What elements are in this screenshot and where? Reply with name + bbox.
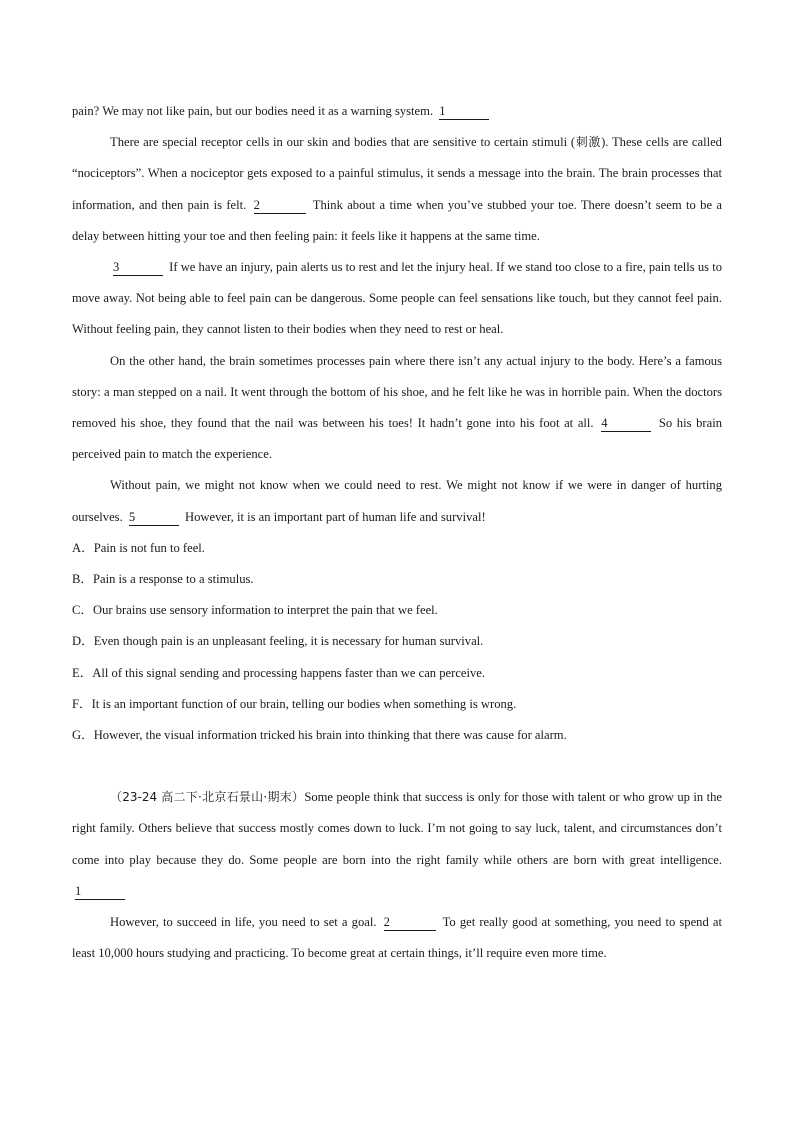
paragraph-0 [72,96,722,127]
answer-blank-2-2[interactable]: 2 [384,914,436,931]
paragraph-text: There are special receptor cells in our skin and bodies that are sensitive to certain stimuli ( [110,135,576,150]
paragraph-text: Think about a time when you’ve stubbed your toe. There doesn’t seem to be a delay between hitting your toe and then feeling pain: it feels like it happens at the same time. [72,197,722,243]
paragraph-3 [72,346,722,471]
answer-blank-2-1[interactable]: 1 [75,883,125,900]
paragraph-text: Some people think that success is only for those with talent or who grow up in the right family. Others believe that success mostly comes down to luck. I’m not going to say luck, talent, and circumstances don’t come into play because they do. Some people are born into the right family while others are born with great intelligence. [72,790,722,867]
option-text: All of this signal sending and processing happens faster than we can perceive. [92,665,486,680]
answer-blank-1[interactable]: 1 [439,103,489,120]
question-source: （23-24 高二下·北京石景山·期末） [110,790,305,805]
paragraph-text: Without pain, we might not know when we could need to rest. We might not know if we were in danger of hurting ourselves. [72,478,722,524]
option-a [72,533,722,564]
option-letter: D． [72,634,94,649]
option-text: It is an important function of our brain, telling our bodies when something is wrong. [91,696,517,711]
answer-blank-5[interactable]: 5 [129,509,179,526]
option-text: Even though pain is an unpleasant feeling, it is necessary for human survival. [93,634,484,649]
option-b [72,564,722,595]
paragraph-text: ). These cells are called “nociceptors”. When a nociceptor gets exposed to a painful stimulus, it sends a message into the brain. The brain processes that information, and then pain is felt. [72,135,722,212]
option-text: However, the visual information tricked his brain into thinking that there was cause for alarm. [93,728,567,743]
option-g [72,720,722,751]
paragraph-1 [72,127,722,252]
paragraph-text: However, it is an important part of human life and survival! [185,509,486,524]
option-c [72,595,722,626]
option-letter: C． [72,603,93,618]
option-text: Our brains use sensory information to interpret the pain that we feel. [93,603,438,618]
paragraph-2-1 [72,782,722,907]
paragraph-text: On the other hand, the brain sometimes processes pain where there isn’t any actual injury to the body. Here’s a famous story: a man stepped on a nail. It went through the bottom of his shoe, and he felt like he was in horrible pain. When the doctors removed his shoe, they found that the nail was between his toes! It hadn’t gone into his foot at all. [72,353,722,431]
paragraph-text: However, to succeed in life, you need to set a goal. [110,915,377,930]
answer-blank-2[interactable]: 2 [254,197,306,214]
option-d [72,626,722,657]
option-letter: B． [72,572,93,587]
paragraph-4 [72,470,722,532]
options-list [72,533,722,751]
option-letter: G． [72,728,94,743]
option-letter: E． [72,665,93,680]
paragraph-2 [72,252,722,346]
answer-blank-4[interactable]: 4 [601,415,651,432]
option-letter: A． [72,540,94,555]
option-e [72,658,722,689]
option-f [72,689,722,720]
option-text: Pain is a response to a stimulus. [93,572,254,587]
paragraph-text: pain? We may not like pain, but our bodies need it as a warning system. [72,104,434,118]
answer-blank-3[interactable]: 3 [113,259,163,276]
paragraph-text: To get really good at something, you need to spend at least 10,000 hours studying and practicing. To become great at certain things, it’ll require even more time. [72,915,723,961]
chinese-gloss: 刺激 [575,135,602,150]
option-text: Pain is not fun to feel. [93,540,205,555]
paragraph-text: If we have an injury, pain alerts us to rest and let the injury heal. If we stand too close to a fire, pain tells us to move away. Not being able to feel pain can be dangerous. Some people can feel sensations like touch, but they cannot feel pain. Without feeling pain, they cannot listen to their bodies when they need to rest or heal. [72,260,722,337]
option-letter: F． [72,696,92,711]
document-page [72,96,722,969]
paragraph-text: So his brain perceived pain to match the experience. [72,416,722,462]
section-spacer [72,751,722,782]
paragraph-2-2 [72,907,722,969]
